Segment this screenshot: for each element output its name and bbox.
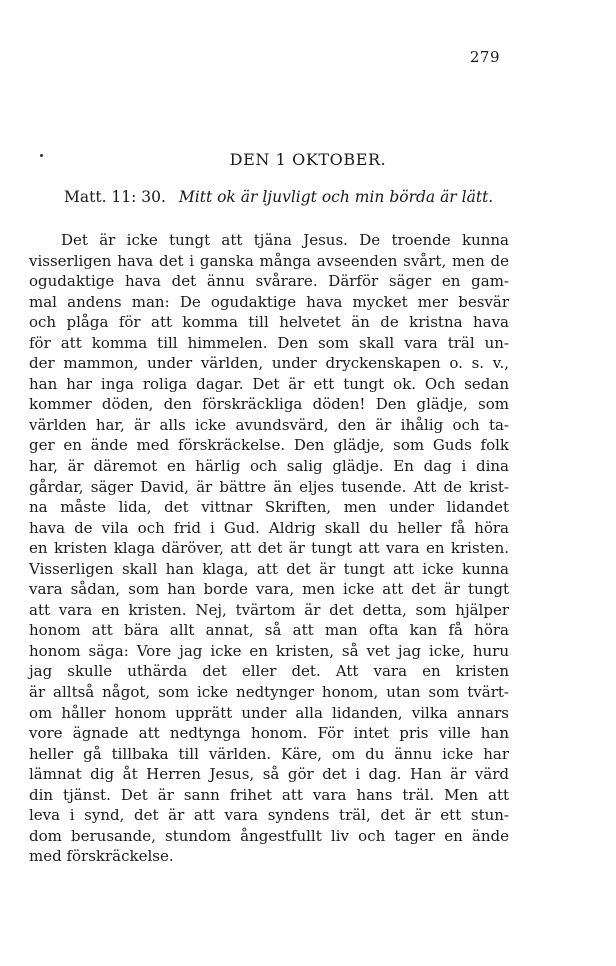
print-speck (40, 154, 43, 157)
text-line: Visserligen skall han klaga, att det är tungt att icke kunna (29, 559, 509, 578)
text-line: visserligen hava det i ganska många avseenden svårt, men de (29, 251, 509, 270)
text-line: ogudaktige hava det ännu svårare. Därför säger en gam- (29, 272, 509, 291)
text-line: han har inga roliga dagar. Det är ett tungt ok. Och sedan (29, 374, 509, 393)
text-line: vore ägnade att nedtynga honom. För intet pris ville han (29, 724, 509, 743)
verse-text: Mitt ok är ljuvligt och min börda är lätt. (178, 188, 494, 206)
text-line: om håller honom upprätt under alla lidanden, vilka annars (29, 703, 509, 722)
text-line: heller gå tillbaka till världen. Käre, om du ännu icke har (29, 744, 509, 763)
text-line: är alltså något, som icke nedtynger honom, utan som tvärt- (29, 683, 509, 702)
text-line: hava de vila och frid i Gud. Aldrig skall du heller få höra (29, 518, 509, 537)
text-line: der mammon, under världen, under dryckenskapen o. s. v., (29, 354, 509, 373)
page-number: 279 (469, 48, 500, 66)
date-heading: DEN 1 OKTOBER. (229, 150, 387, 169)
text-line: jag skulle uthärda det eller det. Att vara en kristen (29, 662, 509, 681)
text-line: ger en ände med förskräckelse. Den glädje, som Guds folk (29, 436, 509, 455)
text-line: lämnat dig åt Herren Jesus, så gör det i dag. Han är värd (29, 765, 509, 784)
text-line: honom att bära allt annat, så att man ofta kan få höra (29, 621, 509, 640)
text-line: med förskräckelse. (29, 847, 174, 866)
text-line: Det är icke tungt att tjäna Jesus. De troende kunna (61, 231, 509, 249)
text-line: en kristen klaga däröver, att det är tungt att vara en kristen. (29, 539, 509, 558)
text-line: att vara en kristen. Nej, tvärtom är det detta, som hjälper (29, 600, 509, 619)
text-line: leva i synd, det är att vara syndens träl, det är ett stun- (29, 806, 509, 825)
text-line: har, är däremot en härlig och salig glädje. En dag i dina (29, 457, 509, 476)
text-line: för att komma till himmelen. Den som skall vara träl un- (29, 333, 509, 352)
devotional-text (29, 230, 509, 867)
text-line: din tjänst. Det är sann frihet att vara hans träl. Men att (29, 785, 509, 804)
text-line: och plåga för att komma till helvetet än de kristna hava (29, 313, 509, 332)
text-line: honom säga: Vore jag icke en kristen, så vet jag icke, huru (29, 641, 509, 660)
text-line: mal andens man: De ogudaktige hava mycket mer besvär (29, 292, 509, 311)
text-line: na måste lida, det vittnar Skriften, men under lidandet (29, 498, 509, 517)
text-line: gårdar, säger David, är bättre än eljes tusende. Att de krist- (29, 477, 509, 496)
text-line: världen har, är alls icke avundsvärd, den är ihålig och ta- (29, 415, 509, 434)
scripture-verse (64, 188, 524, 206)
text-line: vara sådan, som han borde vara, men icke att det är tungt (29, 580, 509, 599)
text-line: kommer döden, den förskräckliga döden! Den glädje, som (29, 395, 509, 414)
text-line: dom berusande, stundom ångestfullt liv och tager en ände (29, 826, 509, 845)
verse-reference: Matt. 11: 30. (64, 188, 166, 206)
